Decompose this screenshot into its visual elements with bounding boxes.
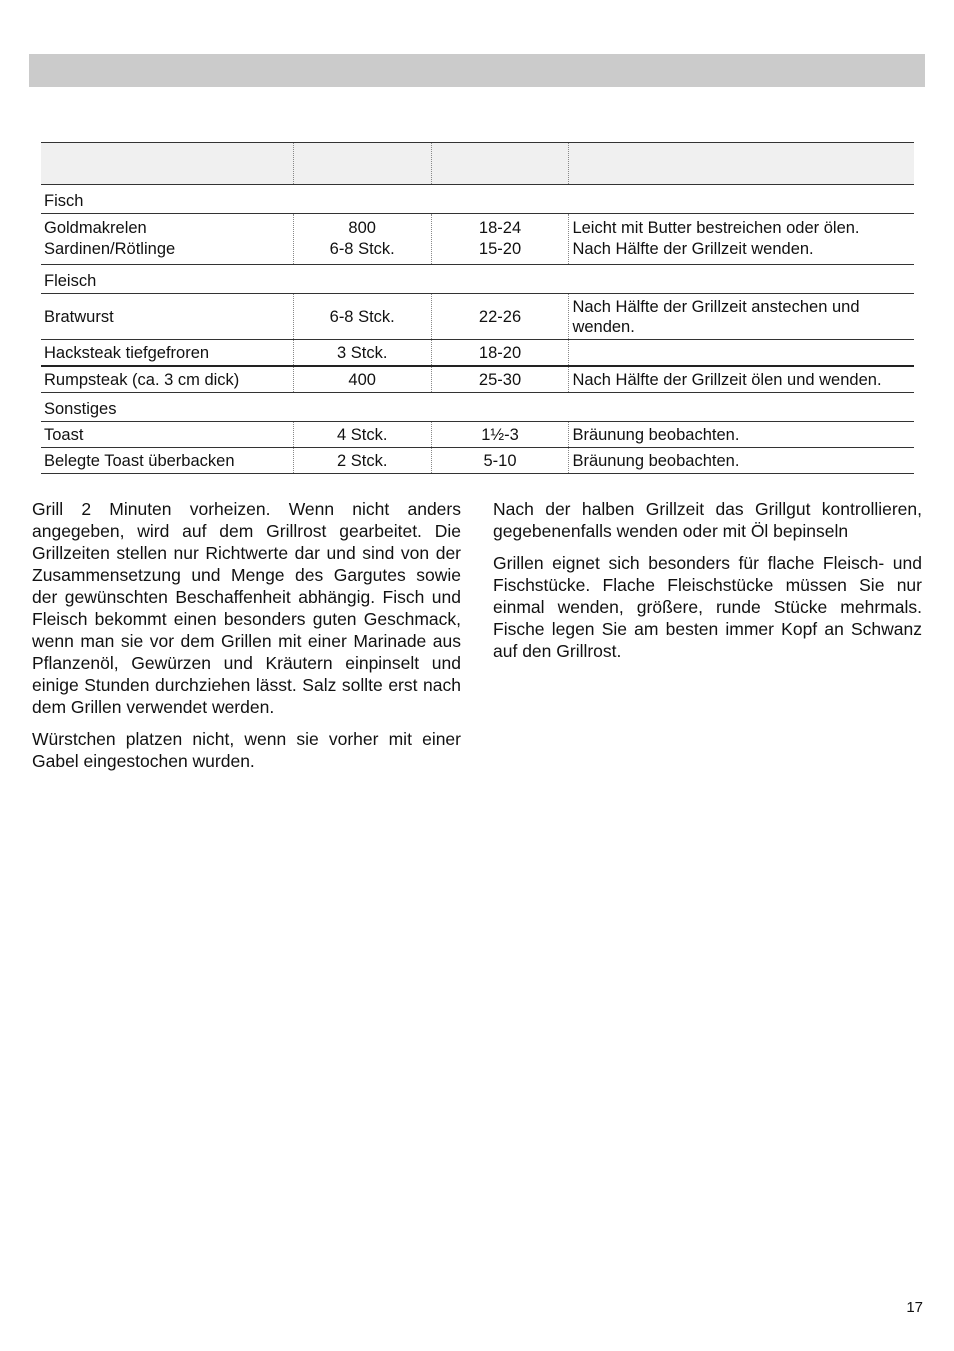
table-row <box>41 214 914 265</box>
notes-cell: Bräunung beobachten. <box>569 422 914 448</box>
time-cell <box>431 214 569 265</box>
table-row <box>41 422 914 448</box>
amount-cell <box>293 214 431 265</box>
time-value: 18-24 <box>478 219 522 237</box>
notes-text: Nach Hälfte der Grillzeit wenden. <box>572 240 814 258</box>
table-row <box>41 340 914 367</box>
table-header-row <box>41 143 914 185</box>
grill-table <box>41 142 914 474</box>
category-row-fish <box>41 185 914 214</box>
food-cell: Bratwurst <box>41 294 293 340</box>
notes-cell <box>569 214 914 265</box>
time-cell: 5-10 <box>431 448 569 474</box>
time-value: 15-20 <box>478 240 522 258</box>
time-cell: 25-30 <box>431 366 569 393</box>
amount-cell: 6-8 Stck. <box>293 294 431 340</box>
food-cell <box>41 214 293 265</box>
category-row-meat <box>41 265 914 294</box>
paragraph: Grill 2 Minuten vorheizen. Wenn nicht anders angegeben, wird auf dem Grillrost gearbeitet. Die Grillzeiten stellen nur Richtwerte dar und sind von der Zusammensetzung und Menge des Gargutes sowie der gewünschten Beschaffenheit abhängig. Fisch und Fleisch bekommt einen besonders guten Geschmack, wenn man sie vor dem Grillen mit einer Marinade aus Pflanzenöl, Gewürzen und Kräutern einpinselt und einige Stunden durchziehen lässt. Salz sollte erst nach dem Grillen verwendet werden. <box>32 499 461 717</box>
right-text-column <box>493 498 922 672</box>
amount-value: 800 <box>348 219 376 237</box>
category-label-fish: Fisch <box>41 185 914 214</box>
category-label-meat: Fleisch <box>41 265 914 294</box>
category-row-other <box>41 393 914 422</box>
time-cell: 18-20 <box>431 340 569 367</box>
time-cell: 1½-3 <box>431 422 569 448</box>
amount-value: 6-8 Stck. <box>329 240 395 258</box>
header-cell-time <box>431 143 569 185</box>
amount-cell: 4 Stck. <box>293 422 431 448</box>
notes-cell: Nach Hälfte der Grillzeit ölen und wenden. <box>569 366 914 393</box>
category-label-other: Sonstiges <box>41 393 914 422</box>
notes-text: Leicht mit Butter bestreichen oder ölen. <box>572 219 860 237</box>
paragraph: Nach der halben Grillzeit das Grillgut kontrollieren, gegebenenfalls wenden oder mit Öl bepinseln <box>493 499 922 541</box>
header-cell-amount <box>293 143 431 185</box>
amount-cell: 3 Stck. <box>293 340 431 367</box>
table-row <box>41 366 914 393</box>
paragraph: Grillen eignet sich besonders für flache Fleisch- und Fischstücke. Flache Fleischstücke müssen Sie nur einmal wenden, größere, runde Stücke mehrmals. Fische legen Sie am besten immer Kopf an Schwanz auf den Grillrost. <box>493 553 922 661</box>
table-row <box>41 294 914 340</box>
food-name: Goldmakrelen <box>44 219 147 237</box>
page-number: 17 <box>906 1299 923 1316</box>
header-cell-notes <box>569 143 914 185</box>
notes-cell: Nach Hälfte der Grillzeit anstechen und wenden. <box>569 294 914 340</box>
section-header-bar <box>29 54 925 87</box>
food-cell: Belegte Toast überbacken <box>41 448 293 474</box>
paragraph: Würstchen platzen nicht, wenn sie vorher mit einer Gabel eingestochen wurden. <box>32 729 461 771</box>
notes-cell <box>569 340 914 367</box>
food-name: Sardinen/Rötlinge <box>44 240 176 258</box>
amount-cell: 400 <box>293 366 431 393</box>
time-cell: 22-26 <box>431 294 569 340</box>
left-text-column <box>32 498 461 782</box>
notes-cell: Bräunung beobachten. <box>569 448 914 474</box>
food-cell: Toast <box>41 422 293 448</box>
food-cell: Hacksteak tiefgefroren <box>41 340 293 367</box>
food-cell: Rumpsteak (ca. 3 cm dick) <box>41 366 293 393</box>
header-cell-food <box>41 143 293 185</box>
table-row <box>41 448 914 474</box>
amount-cell: 2 Stck. <box>293 448 431 474</box>
